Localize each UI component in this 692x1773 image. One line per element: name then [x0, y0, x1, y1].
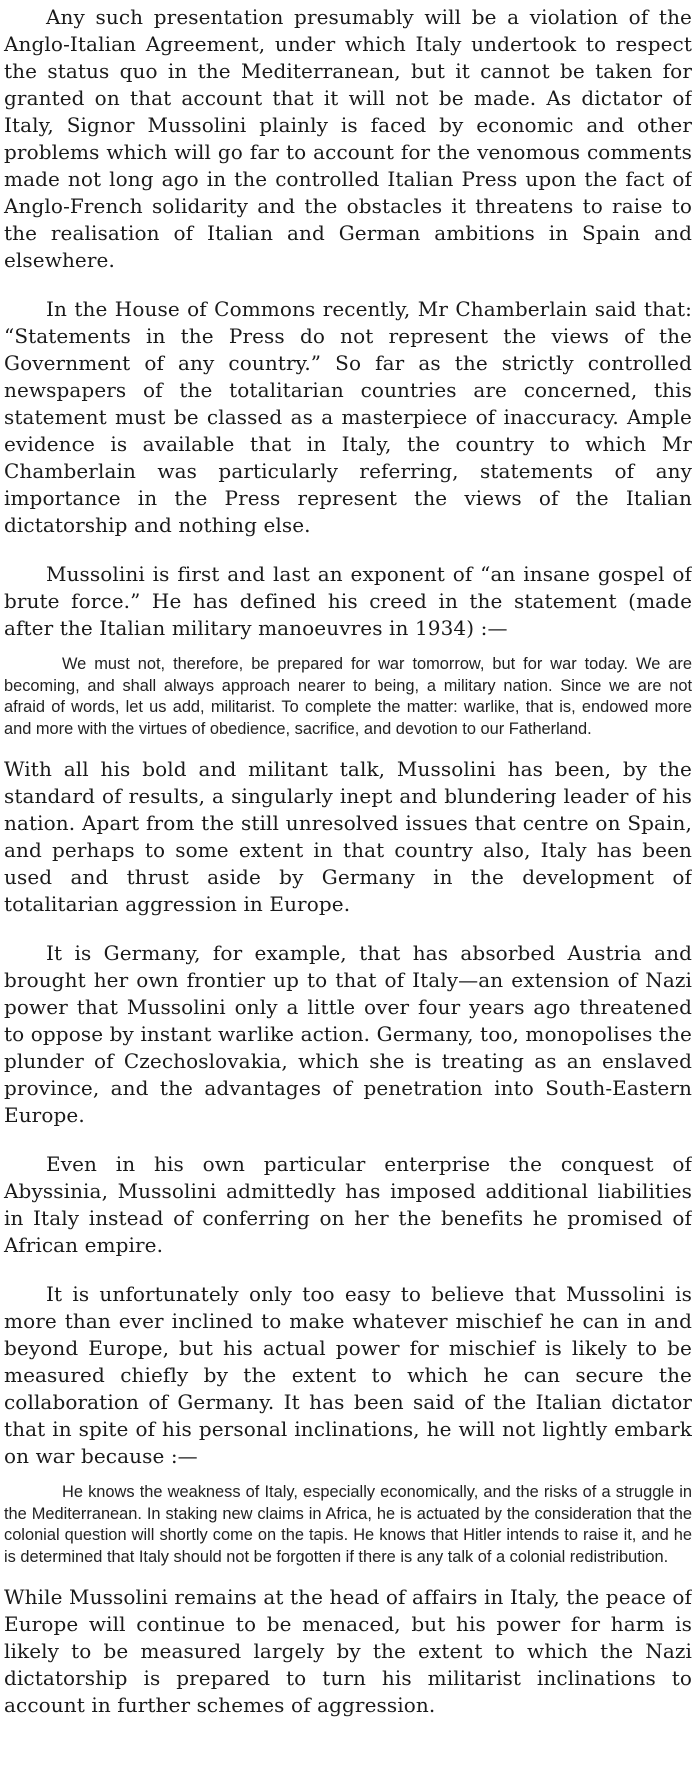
paragraph-germany-austria: It is Germany, for example, that has absorbed Austria and brought her own frontier up to that of Italy—an extension of Nazi power that Mussolini only a little over four years ago threatened to oppose by instant warlike action. Germany, too, monopolises the plunder of Czechoslovakia, which she is treating as an enslaved province, and the advantages of penetration into South-Eastern Europe. — [4, 941, 692, 1127]
block-quote-weakness: He knows the weakness of Italy, especially economically, and the risks of a struggle in the Mediterranean. In staking new claims in Africa, he is actuated by the consideration that the colonial question will shortly come on the tapis. He knows that Hitler intends to raise it, and he is determined that Italy should not be forgotten if there is any talk of a colonial redistribution. — [4, 1483, 692, 1566]
paragraph-anglo-italian: Any such presentation presumably will be a violation of the Anglo-Italian Agreement, under which Italy undertook to respect the status quo in the Mediterranean, but it cannot be taken for granted on that account that it will not be made. As dictator of Italy, Signor Mussolini plainly is faced by economic and other problems which will go far to account for the venomous comments made not long ago in the controlled Italian Press upon the fact of Anglo-French solidarity and the obstacles it threatens to raise to the realisation of Italian and German ambitions in Spain and elsewhere. — [4, 5, 692, 272]
paragraph-mischief: It is unfortunately only too easy to believe that Mussolini is more than ever inclined to make whatever mischief he can in and beyond Europe, but his actual power for mischief is likely to be measured chiefly by the extent to which he can secure the collaboration of Germany. It has been said of the Italian dictator that in spite of his personal inclinations, he will not lightly embark on war because :— — [4, 1282, 692, 1468]
article-column — [4, 4, 692, 1719]
block-quote-militarist: We must not, therefore, be prepared for war tomorrow, but for war today. We are becoming, and shall always approach nearer to being, a military nation. Since we are not afraid of words, let us add, militarist. To complete the matter: warlike, that is, endowed more and more with the virtues of obedience, sacrifice, and devotion to our Fatherland. — [4, 655, 692, 738]
paragraph-militant-talk: With all his bold and militant talk, Mussolini has been, by the standard of results, a singularly inept and blundering leader of his nation. Apart from the still unresolved issues that centre on Spain, and perhaps to some extent in that country also, Italy has been used and thrust aside by Germany in the development of totalitarian aggression in Europe. — [4, 757, 692, 916]
paragraph-conclusion: While Mussolini remains at the head of affairs in Italy, the peace of Europe will continue to be menaced, but his power for harm is likely to be measured largely by the extent to which the Nazi dictatorship is prepared to turn his militarist inclinations to account in further schemes of aggression. — [4, 1585, 692, 1717]
paragraph-abyssinia: Even in his own particular enterprise the conquest of Abyssinia, Mussolini admittedly has imposed additional liabilities in Italy instead of conferring on her the benefits he promised of African empire. — [4, 1152, 692, 1257]
paragraph-brute-force: Mussolini is first and last an exponent of “an insane gospel of brute force.” He has defined his creed in the statement (made after the Italian military manoeuvres in 1934) :— — [4, 562, 692, 640]
paragraph-chamberlain: In the House of Commons recently, Mr Chamberlain said that: “Statements in the Press do not represent the views of the Government of any country.” So far as the strictly controlled newspapers of the totalitarian countries are concerned, this statement must be classed as a masterpiece of inaccuracy. Ample evidence is available that in Italy, the country to which Mr Chamberlain was particularly referring, statements of any importance in the Press represent the views of the Italian dictatorship and nothing else. — [4, 297, 692, 537]
